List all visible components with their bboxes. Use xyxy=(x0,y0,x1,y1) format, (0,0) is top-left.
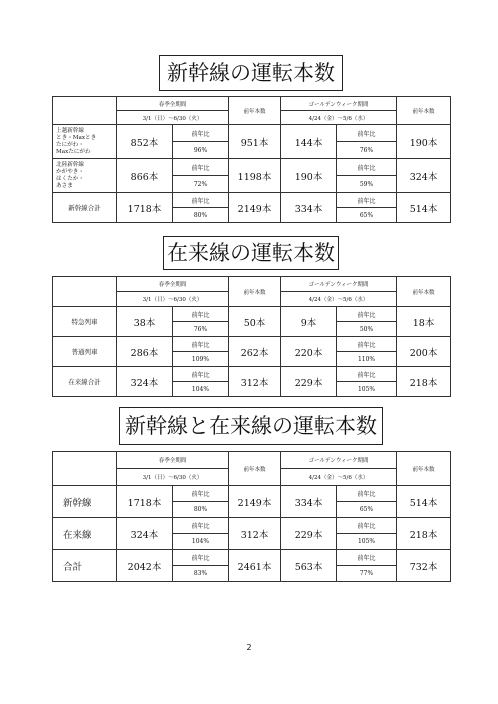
spring-count: 1718本 xyxy=(117,486,173,518)
yoy-value: 104% xyxy=(173,382,229,397)
gw-yoy-value: 77% xyxy=(337,566,397,582)
gw-count: 563本 xyxy=(281,550,337,582)
prev-year-count: 2149本 xyxy=(229,486,281,518)
section3-title: 新幹線と在来線の運転本数 xyxy=(119,407,383,445)
gw-count: 9本 xyxy=(281,307,337,337)
yoy-value: 104% xyxy=(173,534,229,550)
spring-count: 38本 xyxy=(117,307,173,337)
prev-year-count: 312本 xyxy=(229,367,281,397)
section2-table xyxy=(52,276,451,397)
prev-year-count: 2461本 xyxy=(229,550,281,582)
gw-yoy-value: 65% xyxy=(337,502,397,518)
gw-prev-year-count: 514本 xyxy=(397,486,451,518)
row-label: 新幹線 xyxy=(53,486,117,518)
prev-year-count: 50本 xyxy=(229,307,281,337)
gw-yoy-label: 前年比 xyxy=(337,307,397,322)
spring-count: 1718本 xyxy=(117,193,173,223)
yoy-label: 前年比 xyxy=(173,550,229,566)
header-gw-period: ゴールデンウィーク期間 xyxy=(281,452,397,469)
header-spring-period: 春季全期間 xyxy=(117,277,229,292)
spring-count: 324本 xyxy=(117,367,173,397)
header-gw-period: ゴールデンウィーク期間 xyxy=(281,277,397,292)
row-label: 新幹線合計 xyxy=(53,193,117,223)
gw-prev-year-count: 218本 xyxy=(397,518,451,550)
yoy-label: 前年比 xyxy=(173,518,229,534)
header-prev-year: 前年本数 xyxy=(229,97,281,125)
gw-yoy-value: 65% xyxy=(337,208,397,223)
row-label: 在来線 xyxy=(53,518,117,550)
yoy-label: 前年比 xyxy=(173,193,229,208)
spring-count: 866本 xyxy=(117,159,173,193)
header-prev-year: 前年本数 xyxy=(229,452,281,486)
spring-count: 852本 xyxy=(117,125,173,159)
header-spring-period: 春季全期間 xyxy=(117,97,229,111)
header-gw-period: ゴールデンウィーク期間 xyxy=(281,97,397,111)
gw-yoy-label: 前年比 xyxy=(337,486,397,502)
header-spring-dates: 3/1（日）～6/30（火） xyxy=(117,111,229,125)
header-blank xyxy=(53,97,117,125)
yoy-value: 83% xyxy=(173,566,229,582)
header-gw-dates: 4/24（金）～5/6（水） xyxy=(281,111,397,125)
yoy-label: 前年比 xyxy=(173,125,229,142)
gw-yoy-value: 105% xyxy=(337,382,397,397)
spring-count: 324本 xyxy=(117,518,173,550)
gw-yoy-value: 76% xyxy=(337,142,397,159)
yoy-label: 前年比 xyxy=(173,159,229,176)
gw-yoy-value: 110% xyxy=(337,352,397,367)
header-spring-dates: 3/1（日）～6/30（火） xyxy=(117,292,229,307)
row-label: 上越新幹線 とき・Maxとき たにがわ・ Maxたにがわ xyxy=(53,125,117,159)
yoy-value: 80% xyxy=(173,208,229,223)
header-prev-year-2: 前年本数 xyxy=(397,277,451,307)
header-prev-year: 前年本数 xyxy=(229,277,281,307)
gw-count: 229本 xyxy=(281,518,337,550)
gw-prev-year-count: 514本 xyxy=(397,193,451,223)
yoy-label: 前年比 xyxy=(173,486,229,502)
gw-yoy-label: 前年比 xyxy=(337,518,397,534)
yoy-value: 76% xyxy=(173,322,229,337)
header-gw-dates: 4/24（金）～5/6（水） xyxy=(281,292,397,307)
header-prev-year-2: 前年本数 xyxy=(397,452,451,486)
gw-count: 334本 xyxy=(281,486,337,518)
header-gw-dates: 4/24（金）～5/6（水） xyxy=(281,469,397,486)
yoy-label: 前年比 xyxy=(173,337,229,352)
yoy-label: 前年比 xyxy=(173,367,229,382)
yoy-value: 109% xyxy=(173,352,229,367)
header-spring-dates: 3/1（日）～6/30（火） xyxy=(117,469,229,486)
yoy-value: 72% xyxy=(173,176,229,193)
spring-count: 286本 xyxy=(117,337,173,367)
yoy-label: 前年比 xyxy=(173,307,229,322)
gw-count: 229本 xyxy=(281,367,337,397)
section2-title: 在来線の運転本数 xyxy=(163,236,339,270)
gw-prev-year-count: 200本 xyxy=(397,337,451,367)
gw-count: 220本 xyxy=(281,337,337,367)
gw-prev-year-count: 324本 xyxy=(397,159,451,193)
row-label: 特急列車 xyxy=(53,307,117,337)
gw-yoy-label: 前年比 xyxy=(337,367,397,382)
gw-prev-year-count: 218本 xyxy=(397,367,451,397)
gw-yoy-value: 50% xyxy=(337,322,397,337)
prev-year-count: 262本 xyxy=(229,337,281,367)
row-label: 合計 xyxy=(53,550,117,582)
section1-title: 新幹線の運転本数 xyxy=(159,55,343,91)
gw-yoy-label: 前年比 xyxy=(337,193,397,208)
prev-year-count: 2149本 xyxy=(229,193,281,223)
gw-prev-year-count: 18本 xyxy=(397,307,451,337)
prev-year-count: 951本 xyxy=(229,125,281,159)
yoy-value: 80% xyxy=(173,502,229,518)
header-blank xyxy=(53,452,117,486)
row-label: 普通列車 xyxy=(53,337,117,367)
gw-yoy-label: 前年比 xyxy=(337,550,397,566)
gw-yoy-value: 59% xyxy=(337,176,397,193)
header-blank xyxy=(53,277,117,307)
prev-year-count: 1198本 xyxy=(229,159,281,193)
gw-yoy-label: 前年比 xyxy=(337,337,397,352)
gw-yoy-label: 前年比 xyxy=(337,125,397,142)
gw-count: 144本 xyxy=(281,125,337,159)
gw-yoy-value: 105% xyxy=(337,534,397,550)
gw-prev-year-count: 190本 xyxy=(397,125,451,159)
prev-year-count: 312本 xyxy=(229,518,281,550)
header-spring-period: 春季全期間 xyxy=(117,452,229,469)
page-number: 2 xyxy=(246,643,252,652)
gw-count: 334本 xyxy=(281,193,337,223)
yoy-value: 96% xyxy=(173,142,229,159)
spring-count: 2042本 xyxy=(117,550,173,582)
gw-count: 190本 xyxy=(281,159,337,193)
row-label: 在来線合計 xyxy=(53,367,117,397)
header-prev-year-2: 前年本数 xyxy=(397,97,451,125)
gw-prev-year-count: 732本 xyxy=(397,550,451,582)
section3-table xyxy=(52,451,451,582)
gw-yoy-label: 前年比 xyxy=(337,159,397,176)
row-label: 北陸新幹線 かがやき・ はくたか・ あさま xyxy=(53,159,117,193)
section1-table xyxy=(52,96,451,223)
